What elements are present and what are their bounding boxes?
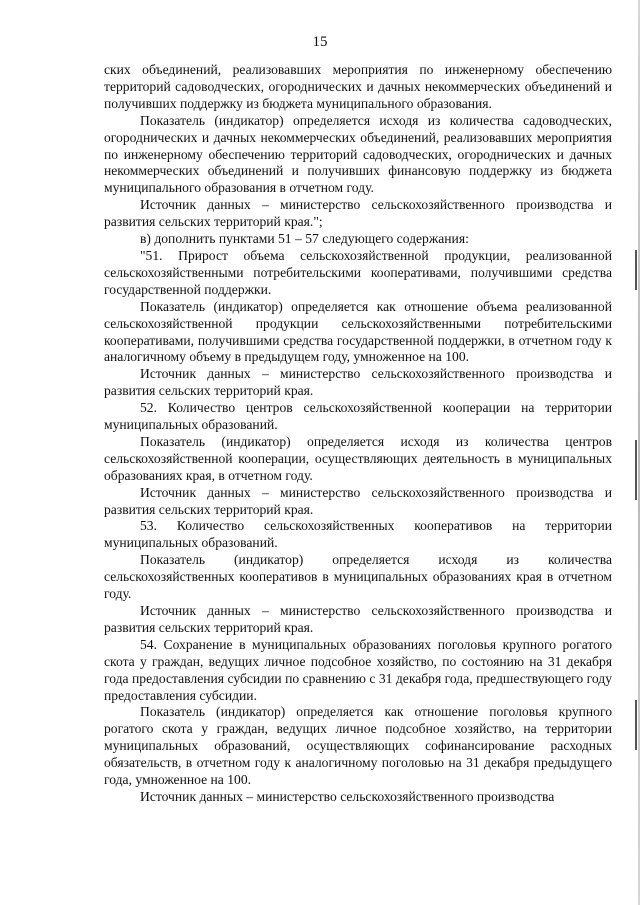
- paragraph-source-53: Источник данных – министерство сельскохозяйственного производства и развития сельских территорий края.: [104, 603, 612, 635]
- paragraph-source-51: Источник данных – министерство сельскохозяйственного производства и развития сельских территорий края.: [104, 366, 612, 399]
- paragraph-source-52: Источник данных – министерство сельскохозяйственного производства и развития сельских территорий края.: [104, 484, 612, 517]
- paragraph-indicator-54: Показатель (индикатор) определяется как отношение поголовья крупного рогатого скота у граждан, ведущих личное подсобное хозяйство, на территории муниципальных образований, осуществляющих софинансирование расходных обязательств, в отчетном году к аналогичному поголовью на 31 декабря предыдущего года, умноженное на 100.: [104, 704, 612, 788]
- paragraph-indicator-51: Показатель (индикатор) определяется как отношение объема реализованной сельскохозяйственной продукции сельскохозяйственными потребительскими кооперативами, получившими средства государственной поддержки, в отчетном году к аналогичному объему в предыдущем году, умноженное на 100.: [104, 298, 612, 365]
- paragraph-source-50: Источник данных – министерство сельскохозяйственного производства и развития сельских территорий края.";: [104, 197, 612, 230]
- paragraph-indicator-50: Показатель (индикатор) определяется исходя из количества садоводческих, огороднических и дачных некоммерческих объединений, реализовавших мероприятия по инженерному обеспечению территорий садоводческих, огороднических и дачных некоммерческих объединений и получивших финансовую поддержку из бюджета муниципального образования в отчетном году.: [104, 112, 612, 196]
- paragraph-source-54: Источник данных – министерство сельскохозяйственного производства: [140, 788, 555, 804]
- paragraph-indicator-52: Показатель (индикатор) определяется исходя из количества центров сельскохозяйственной кооперации, осуществляющих деятельность в муниципальных образованиях края, в отчетном году.: [104, 433, 612, 483]
- paragraph-continuation: ских объединений, реализовавших мероприятия по инженерному обеспечению территорий садоводческих, огороднических и дачных некоммерческих объединений и получивших поддержку из бюджета муниципального образования.: [104, 62, 612, 111]
- paragraph-item-51: "51. Прирост объема сельскохозяйственной продукции, реализованной сельскохозяйственными потребительскими кооперативами, получившими средства государственной поддержки.: [104, 247, 612, 297]
- scan-mark: [635, 250, 637, 290]
- scan-mark: [635, 440, 637, 500]
- page-number: 15: [312, 34, 328, 50]
- paragraph-item-53: 53. Количество сельскохозяйственных кооперативов на территории муниципальных образований.: [104, 518, 612, 551]
- paragraph-item-54: 54. Сохранение в муниципальных образованиях поголовья крупного рогатого скота у граждан, ведущих личное подсобное хозяйство, по состоянию на 31 декабря года предоставления субсидии по сравнению с 31 декабря года, предшествующего году предоставления субсидии.: [104, 636, 612, 703]
- paragraph-amendment: в) дополнить пунктами 51 – 57 следующего содержания:: [140, 231, 469, 247]
- scan-mark: [635, 700, 637, 750]
- paragraph-indicator-53: Показатель (индикатор) определяется исходя из количества сельскохозяйственных кооперативов в муниципальных образованиях края в отчетном году.: [104, 552, 612, 602]
- document-body: [104, 62, 612, 806]
- paragraph-item-52: 52. Количество центров сельскохозяйственной кооперации на территории муниципальных образований.: [104, 400, 612, 433]
